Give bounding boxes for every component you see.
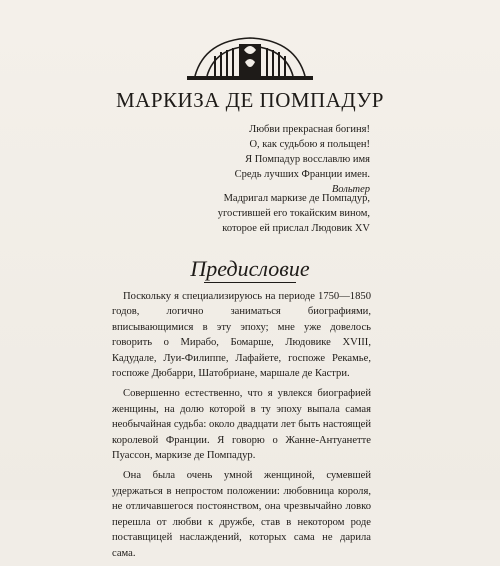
epigraph-note-line: угостившей его токайским вином, bbox=[217, 208, 370, 219]
epigraph-line: Я Помпадур восславлю имя bbox=[245, 154, 370, 165]
body-text bbox=[112, 289, 371, 566]
epigraph-note bbox=[130, 191, 370, 236]
epigraph-note-line: Мадригал маркизе де Помпадур, bbox=[223, 193, 370, 204]
epigraph-line: О, как судьбою я польщен! bbox=[249, 139, 370, 150]
epigraph-line: Средь лучших Франции имен. bbox=[234, 169, 370, 180]
paragraph: Она была очень умной женщиной, сумевшей удержаться в непростом положении: любовница короля, не отличавшегося постоянством, она чрезвычайно ловко перешла от любви к дружбе, став в некотором роде поставщицей наслаждений, которых сама не дарила сама. bbox=[112, 470, 371, 559]
section-heading: Предисловие bbox=[0, 256, 500, 283]
chapter-ornament-icon bbox=[185, 32, 315, 84]
paragraph: Поскольку я специализируюсь на периоде 1750—1850 годов, логично заниматься биографиями, вписывающимися в эту эпоху; мне уже довелось говорить о Мирабо, Бомарше, Людовике XVIII, Кадудале, Луи-Филиппе, Лафайете, госпоже Рекамье, госпоже Дюбарри, Шатобриане, маршале де Кастри. bbox=[112, 291, 371, 380]
chapter-title: МАРКИЗА ДЕ ПОМПАДУР bbox=[116, 88, 384, 112]
epigraph-attribution: Вольтер bbox=[331, 184, 370, 195]
epigraph-note-line: которое ей прислал Людовик XV bbox=[222, 223, 370, 234]
epigraph-poem bbox=[130, 122, 370, 197]
epigraph-line: Любви прекрасная богиня! bbox=[249, 124, 370, 135]
paragraph: Совершенно естественно, что я увлекся биографией женщины, на долю которой в ту эпоху выпала самая необычайная судьба: около двадцати лет быть настоящей королевой Франции. Я говорю о Жанне-Антуанетте Пуассон, маркизе де Помпадур. bbox=[112, 388, 371, 462]
